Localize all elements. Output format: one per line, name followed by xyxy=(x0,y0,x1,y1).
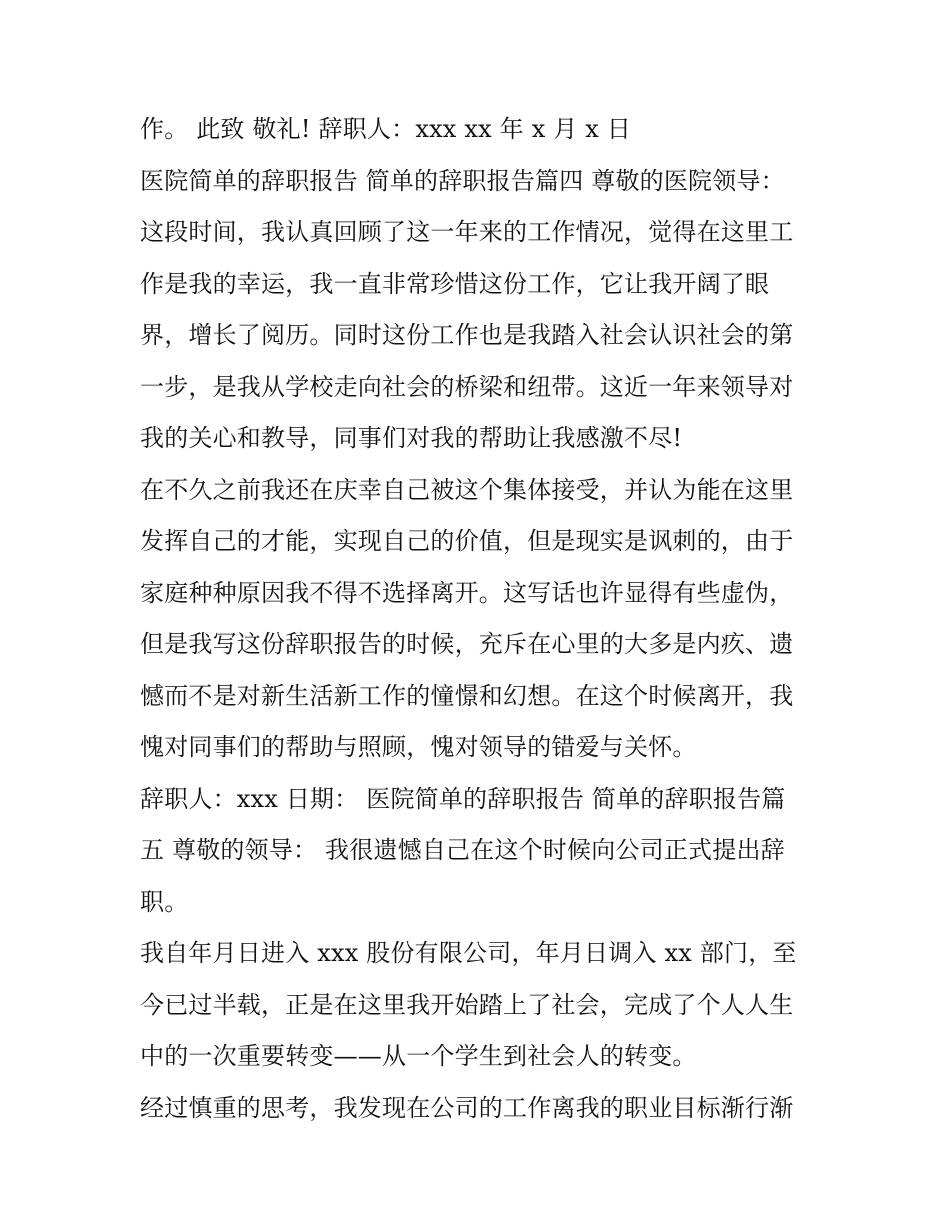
text-line: 一步，是我从学校走向社会的桥梁和纽带。这近一年来领导对 xyxy=(140,372,794,401)
text-line: 辞职人：xxx 日期： 医院简单的辞职报告 简单的辞职报告篇 xyxy=(140,784,786,813)
text-line: 但是我写这份辞职报告的时候，充斥在心里的大多是内疚、遗 xyxy=(140,630,794,658)
text-line: 职。 xyxy=(140,887,189,916)
text-line: 今已过半载，正是在这里我开始踏上了社会，完成了个人人生 xyxy=(140,990,794,1019)
text-line: 我的关心和教导，同事们对我的帮助让我感激不尽! xyxy=(140,424,683,452)
text-line: 界，增长了阅历。同时这份工作也是我踏入社会认识社会的第 xyxy=(140,321,794,349)
text-line: 作。 此致 敬礼! 辞职人：xxx xx 年 x 月 x 日 xyxy=(140,115,632,143)
text-line: 医院简单的辞职报告 简单的辞职报告篇四 尊敬的医院领导： xyxy=(140,166,785,195)
text-line: 发挥自己的才能，实现自己的价值，但是现实是讽刺的，由于 xyxy=(140,527,794,555)
text-line: 愧对同事们的帮助与照顾，愧对领导的错爱与关怀。 xyxy=(140,733,697,761)
document-body xyxy=(140,106,820,1136)
text-line: 我自年月日进入 xxx 股份有限公司，年月日调入 xx 部门，至 xyxy=(140,939,797,967)
text-line: 作是我的幸运，我一直非常珍惜这份工作，它让我开阔了眼 xyxy=(140,269,770,298)
text-line: 在不久之前我还在庆幸自己被这个集体接受，并认为能在这里 xyxy=(140,475,794,504)
text-line: 中的一次重要转变——从一个学生到社会人的转变。 xyxy=(140,1042,697,1070)
text-line: 憾而不是对新生活新工作的憧憬和幻想。在这个时候离开，我 xyxy=(140,681,794,710)
text-line: 经过慎重的思考，我发现在公司的工作离我的职业目标渐行渐 xyxy=(140,1093,794,1122)
text-line: 这段时间，我认真回顾了这一年来的工作情况，觉得在这里工 xyxy=(140,218,794,246)
text-line: 五 尊敬的领导： 我很遗憾自己在这个时候向公司正式提出辞 xyxy=(140,836,785,864)
text-line: 家庭种种原因我不得不选择离开。这写话也许显得有些虚伪， xyxy=(140,578,794,607)
